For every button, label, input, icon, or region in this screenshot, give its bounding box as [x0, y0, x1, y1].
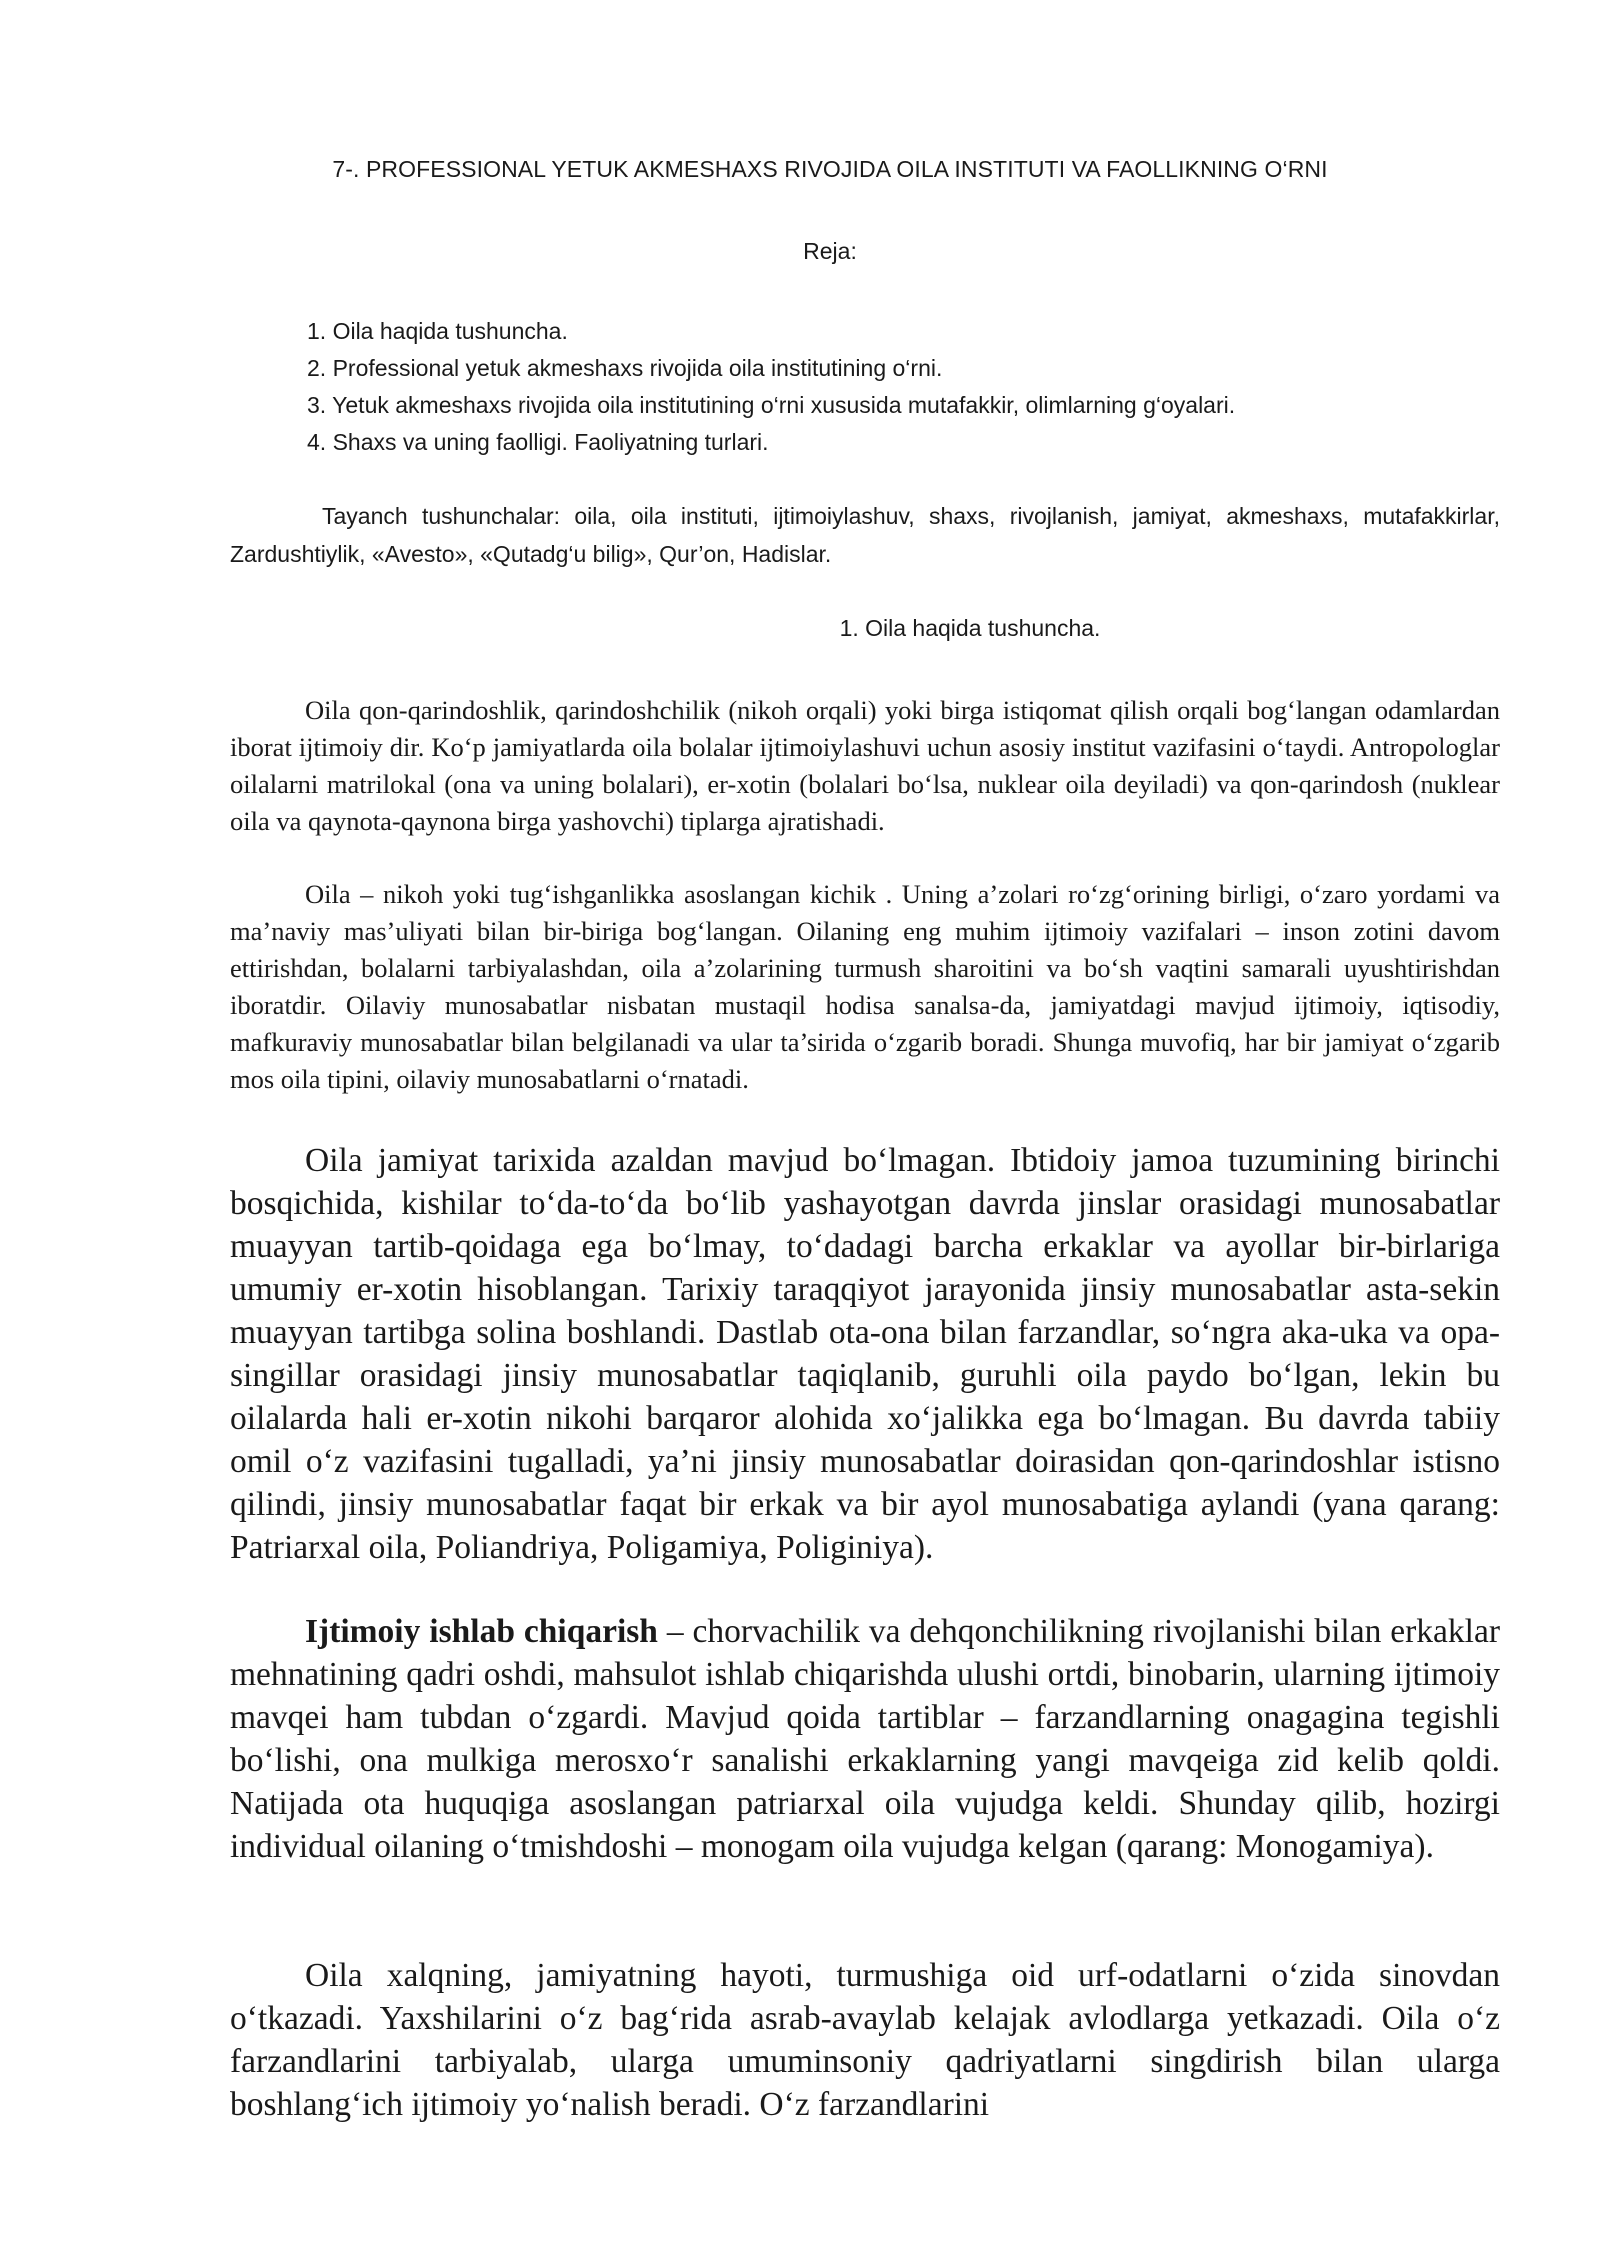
plan-list — [307, 313, 1507, 461]
plan-item: 2. Professional yetuk akmeshaxs rivojida oila institutining o‘rni. — [307, 355, 943, 381]
plan-item: 4. Shaxs va uning faolligi. Faoliyatning turlari. — [307, 429, 769, 455]
body-paragraph: Oila – nikoh yoki tug‘ishganlikka asoslangan kichik . Uning a’zolari ro‘zg‘orining birligi, o‘zaro yordami va ma’naviy mas’uliyati bilan bir-biriga bog‘langan. Oilaning eng muhim ijtimoiy vazifalari – inson zotini davom ettirishdan, bolalarni tarbiyalashdan, oila a’zolarining turmush sharoitini va bo‘sh vaqtini samarali uyushtirishdan iboratdir. Oilaviy munosabatlar nisbatan mustaqil hodisa sanalsa-da, jamiyatdagi mavjud ijtimoiy, iqtisodiy, mafkuraviy munosabatlar bilan belgilanadi va ular ta’sirida o‘zgarib boradi. Shunga muvofiq, har bir jamiyat o‘zgarib mos oila tipini, oilaviy munosabatlarni o‘rnatadi. — [230, 879, 1500, 1094]
body-paragraph: Oila jamiyat tarixida azaldan mavjud bo‘lmagan. Ibtidoiy jamoa tuzumining birinchi bosqichida, kishilar to‘da-to‘da bo‘lib yashayotgan davrda jinslar orasidagi munosabatlar muayyan tartib-qoidaga ega bo‘lmay, to‘dadagi barcha erkaklar va ayollar bir-birlariga umumiy er-xotin hisoblangan. Tarixiy taraqqiyot jarayonida jinsiy munosabatlar asta-sekin muayyan tartibga solina boshlandi. Dastlab ota-ona bilan farzandlar, so‘ngra aka-uka va opa-singillar orasidagi jinsiy munosabatlar taqiqlanib, guruhli oila paydo bo‘lgan, lekin bu oilalarda hali er-xotin nikohi barqaror alohida xo‘jalikka ega bo‘lmagan. Bu davrda tabiiy omil o‘z vazifasini tugalladi, ya’ni jinsiy munosabatlar doirasidan qon-qarindoshlar istisno qilindi, jinsiy munosabatlar faqat bir erkak va bir ayol munosabatiga aylandi (yana qarang: Patriarxal oila, Poliandriya, Poligamiya, Poliginiya). — [230, 1142, 1500, 1566]
document-title: 7-. PROFESSIONAL YETUK AKMESHAXS RIVOJIDA OILA INSTITUTI VA FAOLLIKNING O‘RNI — [332, 156, 1328, 182]
keywords-paragraph: Tayanch tushunchalar: oila, oila instituti, ijtimoiylashuv, shaxs, rivojlanish, jamiyat, akmeshaxs, mutafakkirlar, Zardushtiylik, «Avesto», «Qutadg‘u bilig», Qur’on, Hadislar. — [230, 503, 1500, 567]
plan-heading: Reja: — [803, 238, 857, 264]
bold-term: Ijtimoiy ishlab chiqarish — [305, 1613, 658, 1650]
section-heading: 1. Oila haqida tushuncha. — [839, 615, 1101, 641]
body-paragraph: Oila qon-qarindoshlik, qarindoshchilik (nikoh orqali) yoki birga istiqomat qilish orqali bog‘langan odamlardan iborat ijtimoiy dir. Ko‘p jamiyatlarda oila bolalar ijtimoiylashuvi uchun asosiy institut vazifasini o‘taydi. Antropologlar oilalarni matrilokal (ona va uning bolalari), er-xotin (bolalari bo‘lsa, nuklear oila deyiladi) va qon-qarindosh (nuklear oila va qaynota-qaynona birga yashovchi) tiplarga ajratishadi. — [230, 695, 1500, 836]
paragraph-text: – chorvachilik va dehqonchilikning rivojlanishi bilan erkaklar mehnatining qadri oshdi, mahsulot ishlab chiqarishda ulushi ortdi, binobarin, ularning ijtimoiy mavqei ham tubdan o‘zgardi. Mavjud qoida tartiblar – farzandlarning onagagina tegishli bo‘lishi, ona mulkiga merosxo‘r sanalishi erkaklarning yangi mavqeiga zid kelib qoldi. Natijada ota huquqiga asoslangan patriarxal oila vujudga keldi. Shunday qilib, hozirgi individual oilaning o‘tmishdoshi – monogam oila vujudga kelgan (qarang: Monogamiya). — [230, 1613, 1500, 1865]
plan-item: 3. Yetuk akmeshaxs rivojida oila institutining o‘rni xususida mutafakkir, olimlarning g‘oyalari. — [307, 392, 1236, 418]
body-paragraph: Oila xalqning, jamiyatning hayoti, turmushiga oid urf-odatlarni o‘zida sinovdan o‘tkazadi. Yaxshilarini o‘z bag‘rida asrab-avaylab kelajak avlodlarga yetkazadi. Oila o‘z farzandlarini tarbiyalab, ularga umuminsoniy qadriyatlarni singdirish bilan ularga boshlang‘ich ijtimoiy yo‘nalish beradi. O‘z farzandlarini — [230, 1957, 1500, 2123]
body-paragraph — [230, 1610, 1500, 1868]
plan-item: 1. Oila haqida tushuncha. — [307, 318, 568, 344]
